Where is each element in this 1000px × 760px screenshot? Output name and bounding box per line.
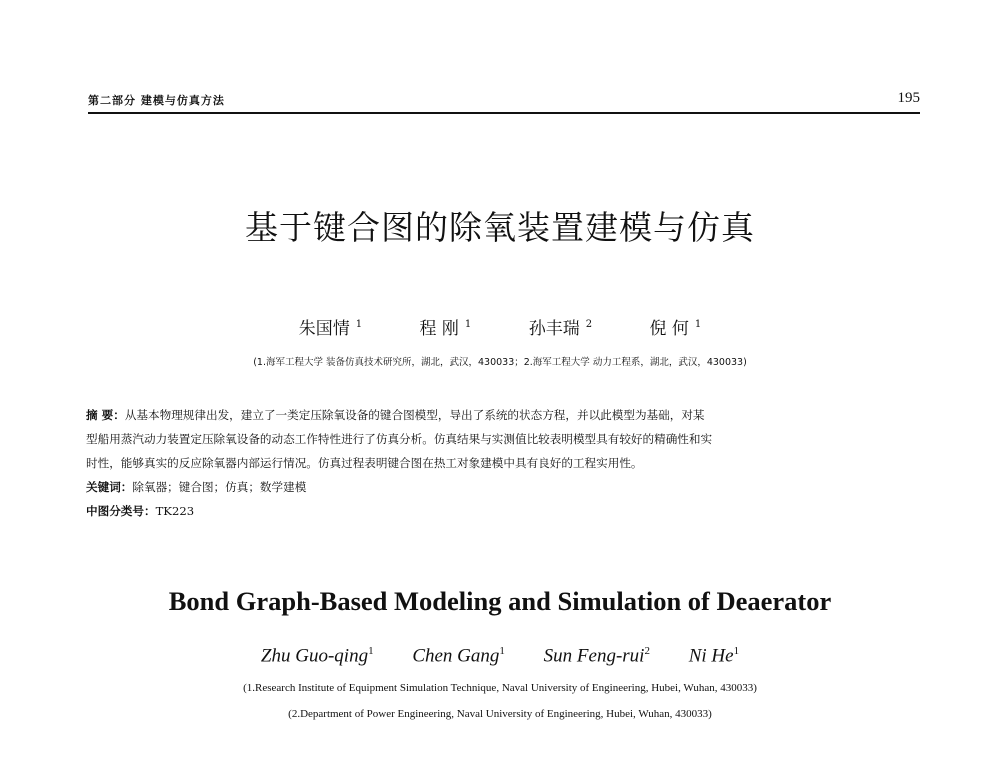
chinese-affiliation: (1.海军工程大学 装备仿真技术研究所，湖北，武汉，430033；2.海军工程大学 动力工程系，湖北，武汉，430033) (253, 357, 747, 368)
author-cn: 倪 何 $^1$ (649, 319, 702, 339)
author-cn: 朱国情 $^1$ (298, 319, 363, 339)
author-en: Zhu Guo-qing$^1$ (260, 645, 374, 667)
author-en: Ni He$^1$ (688, 645, 740, 667)
keywords-label: 关键词： (86, 480, 133, 494)
abstract-line: 型船用蒸汽动力装置定压除氧设备的动态工作特性进行了仿真分析。仿真结果与实测值比较表明模型具有较好的精确性和实 (86, 432, 713, 446)
abstract-line: 摘 要：从基本物理规律出发，建立了一类定压除氧设备的键合图模型，导出了系统的状态方程，并以此模型为基础，对某 (86, 408, 705, 422)
english-affiliation-1: (1.Research Institute of Equipment Simulation Technique, Naval University of Engineering, Hubei, Wuhan, 430033) (243, 682, 757, 694)
abstract-line: 时性，能够真实的反应除氧器内部运行情况。仿真过程表明键合图在热工对象建模中具有良好的工程实用性。 (86, 456, 643, 470)
keywords: 关键词：除氧器；键合图；仿真；数学建模 (86, 480, 307, 494)
english-title: Bond Graph-Based Modeling and Simulation of Deaerator (168, 586, 832, 616)
english-authors (0, 645, 1000, 667)
abstract-label: 摘 要： (86, 408, 125, 422)
author-en: Chen Gang$^1$ (412, 645, 505, 667)
classification-number: 中图分类号：TK223 (86, 504, 195, 518)
abstract-block (86, 403, 920, 523)
chinese-title: 基于键合图的除氧装置建模与仿真 (245, 208, 755, 247)
page-number: 195 (897, 90, 920, 106)
author-cn: 程 刚 $^1$ (419, 319, 472, 339)
abstract (86, 403, 920, 475)
running-header (88, 90, 920, 114)
author-en: Sun Feng-rui$^2$ (543, 645, 650, 667)
classification-label: 中图分类号： (86, 504, 156, 518)
section-title: 第二部分 建模与仿真方法 (88, 94, 225, 107)
author-cn: 孙丰瑞 $^2$ (528, 319, 593, 339)
chinese-authors (0, 314, 1000, 339)
english-affiliation-2: (2.Department of Power Engineering, Naval University of Engineering, Hubei, Wuhan, 430033) (288, 708, 712, 720)
